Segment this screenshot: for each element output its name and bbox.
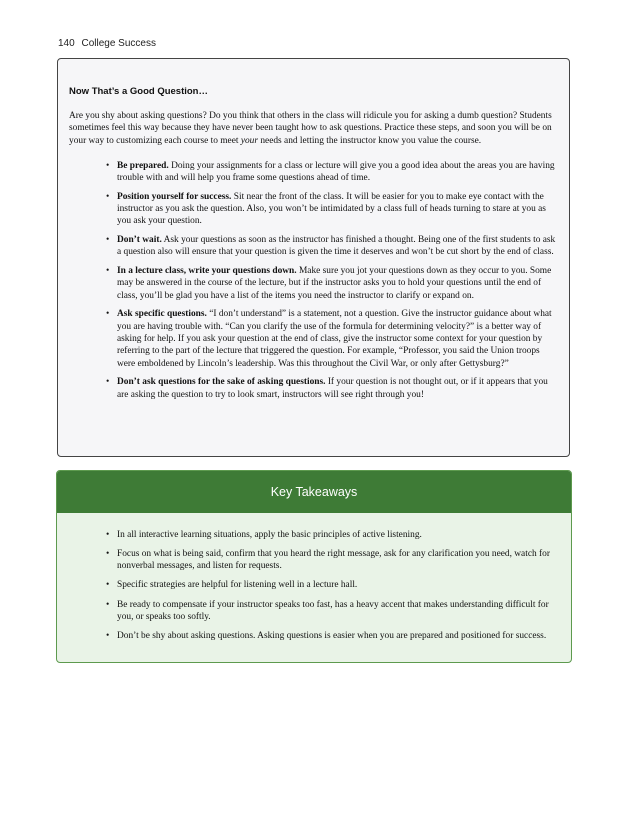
tip-item [106,308,559,369]
key-takeaways-title: Key Takeaways [270,485,358,499]
takeaway-text: In all interactive learning situations, apply the basic principles of active listening. [117,530,422,540]
takeaway-item [106,579,557,591]
tip-item [106,234,559,259]
tip-lead: Don’t wait. [117,235,162,246]
takeaway-text: Don’t be shy about asking questions. Asking questions is easier when you are prepared and positioned for success. [117,630,547,641]
tip-item [106,191,559,228]
bullet-icon: • [106,160,110,171]
bullet-icon: • [106,266,110,277]
takeaway-item [106,599,557,624]
takeaway-item [106,548,557,573]
tip-item [106,376,559,401]
takeaway-text: Be ready to compensate if your instructor speaks too fast, has a heavy accent that makes understanding difficult for you, or speaks too softly. [117,599,549,622]
bullet-icon: • [106,630,110,641]
tips-list [69,160,559,401]
tip-text: Make sure you jot your questions down as they occur to you. Some may be answered in the course of the lecture, but if the instructor asks you to hold your questions until the end of class, you’ll be glad you have a list of the items you need the instructor to clarify or expand on. [117,266,552,301]
good-question-box [57,58,570,457]
bullet-icon: • [106,309,110,320]
bullet-icon: • [106,580,110,591]
takeaway-text: Focus on what is being said, confirm that you heard the right message, ask for any clarification you need, watch for nonverbal messages, and listen for requests. [117,549,550,572]
intro-paragraph [69,110,559,147]
bullet-icon: • [106,235,110,246]
key-takeaways-box [56,470,572,663]
takeaway-item [106,630,557,642]
bullet-icon: • [106,549,110,560]
intro-text-end: needs and letting the instructor know you value the course. [258,135,482,146]
key-takeaways-list [57,513,571,642]
tip-lead: Position yourself for success. [117,191,232,202]
key-takeaways-header [57,471,571,513]
tip-text: Ask your questions as soon as the instructor has finished a thought. Being one of the first students to ask a question also will ensure that your question is given the time it deserves and won’t be cut short by the end of class. [117,235,556,258]
tip-lead: Don’t ask questions for the sake of asking questions. [117,377,326,388]
bullet-icon: • [106,377,110,388]
takeaway-text: Specific strategies are helpful for listening well in a lecture hall. [117,580,358,591]
page-number: 140 [58,38,75,49]
tip-text: If your question is not thought out, or if it appears that you are asking the question to try to look smart, instructors will see right through you! [117,377,548,400]
bullet-icon: • [106,530,110,540]
intro-emphasis: your [240,135,259,146]
bullet-icon: • [106,191,110,202]
tip-item [106,160,559,185]
bullet-icon: • [106,599,110,610]
tip-lead: Be prepared. [117,160,169,171]
tip-lead: Ask specific questions. [117,309,207,320]
tip-item [106,265,559,302]
takeaway-item [106,529,557,541]
intro-text-start: Are you shy about asking questions? Do you think that others in the class will ridicule you for asking a dumb question? Students sometimes feel this way because they have never been taught how to ask questions. Practice these steps, and soon you will be on your way to customizing each course to meet [69,111,552,146]
box-title: Now That’s a Good Question… [69,86,208,97]
tip-lead: In a lecture class, write your questions down. [117,266,297,277]
tip-text: “I don’t understand” is a statement, not a question. Give the instructor guidance about what you are having trouble with. “Can you clarify the use of the formula for determining velocity?” is a better way of asking for help. If you ask your question at the end of class, give the instructor some context for your question by referring to the part of the lecture that triggered the question. For example, “Professor, you said the Union troops were emboldened by Lincoln’s leadership. Was this throughout the Civil War, or only after Gettysburg?” [117,309,552,369]
tip-text: Sit near the front of the class. It will be easier for you to make eye contact with the instructor as you ask the question. Also, you won’t be intimidated by a class full of heads turning to stare at you as you ask your question. [117,191,546,227]
tip-text: Doing your assignments for a class or lecture will give you a good idea about the areas you are having trouble with and will help you frame some questions ahead of time. [117,160,555,184]
page-header [58,38,156,49]
book-title: College Success [81,38,156,49]
